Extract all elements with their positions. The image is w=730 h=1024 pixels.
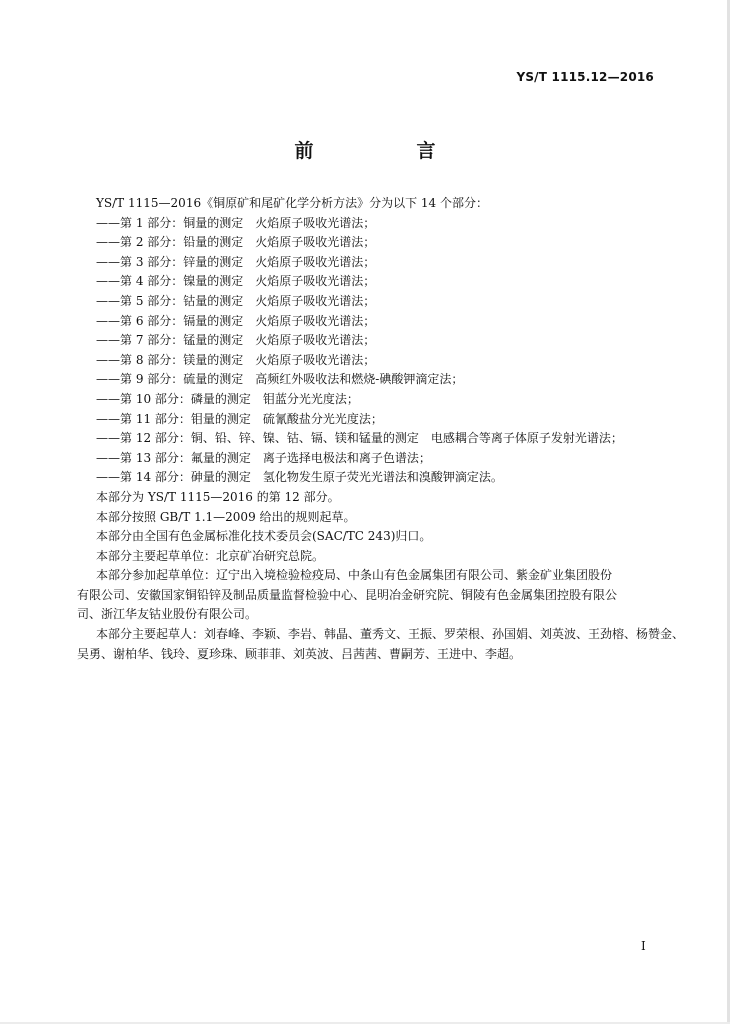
part-item: ——第 12 部分：铜、铅、锌、镍、钴、镉、镁和锰量的测定 电感耦合等离子体原子发射光谱法；: [96, 431, 623, 446]
statement-drafting-rules: 本部分按照 GB/T 1.1—2009 给出的规则起草。: [96, 509, 356, 524]
part-item: ——第 1 部分：铜量的测定 火焰原子吸收光谱法；: [96, 215, 376, 230]
intro-line: YS/T 1115—2016《铜原矿和尾矿化学分析方法》分为以下 14 个部分：: [96, 196, 488, 210]
part-item: ——第 14 部分：砷量的测定 氢化物发生原子荧光光谱法和溴酸钾滴定法。: [96, 470, 503, 485]
statement-part-number: 本部分为 YS/T 1115—2016 的第 12 部分。: [96, 489, 340, 504]
part-item: ——第 2 部分：铅量的测定 火焰原子吸收光谱法；: [96, 235, 376, 250]
participants-line: 本部分参加起草单位：辽宁出入境检验检疫局、中条山有色金属集团有限公司、紫金矿业集团股份: [96, 568, 613, 583]
statement-committee: 本部分由全国有色金属标准化技术委员会(SAC/TC 243)归口。: [96, 529, 432, 544]
document-body: [77, 194, 685, 664]
part-item: ——第 6 部分：镉量的测定 火焰原子吸收光谱法；: [96, 313, 376, 328]
participants-line: 司、浙江华友钴业股份有限公司。: [77, 607, 258, 622]
participating-units: [77, 566, 658, 625]
part-item: ——第 13 部分：氟量的测定 离子选择电极法和离子色谱法；: [96, 450, 431, 465]
parts-list: [96, 214, 658, 488]
statement-main-unit: 本部分主要起草单位：北京矿冶研究总院。: [96, 548, 325, 563]
part-item: ——第 10 部分：磷量的测定 钼蓝分光光度法；: [96, 391, 359, 406]
page-number: I: [641, 939, 646, 953]
main-drafters: [77, 625, 685, 664]
drafters-line: 吴勇、谢柏华、钱玲、夏珍珠、顾菲菲、刘英波、吕茜茜、曹嗣芳、王进中、李超。: [77, 646, 522, 661]
standard-code-header: YS/T 1115.12—2016: [516, 70, 654, 84]
drafters-line: 本部分主要起草人：刘春峰、李颖、李岩、韩晶、董秀文、王振、罗荣根、孙国娟、刘英波、王劲榕、杨赞金、: [96, 627, 685, 642]
part-item: ——第 8 部分：镁量的测定 火焰原子吸收光谱法；: [96, 352, 376, 367]
participants-line: 有限公司、安徽国家铜铅锌及制品质量监督检验中心、昆明冶金研究院、铜陵有色金属集团控股有限公: [77, 587, 618, 602]
part-item: ——第 11 部分：钼量的测定 硫氰酸盐分光光度法；: [96, 411, 383, 426]
part-item: ——第 3 部分：锌量的测定 火焰原子吸收光谱法；: [96, 254, 376, 269]
page-title: 前 言: [294, 140, 478, 162]
part-item: ——第 4 部分：镍量的测定 火焰原子吸收光谱法；: [96, 274, 376, 289]
part-item: ——第 9 部分：硫量的测定 高频红外吸收法和燃烧-碘酸钾滴定法；: [96, 372, 464, 387]
part-item: ——第 5 部分：钴量的测定 火焰原子吸收光谱法；: [96, 293, 376, 308]
part-item: ——第 7 部分：锰量的测定 火焰原子吸收光谱法；: [96, 333, 376, 348]
